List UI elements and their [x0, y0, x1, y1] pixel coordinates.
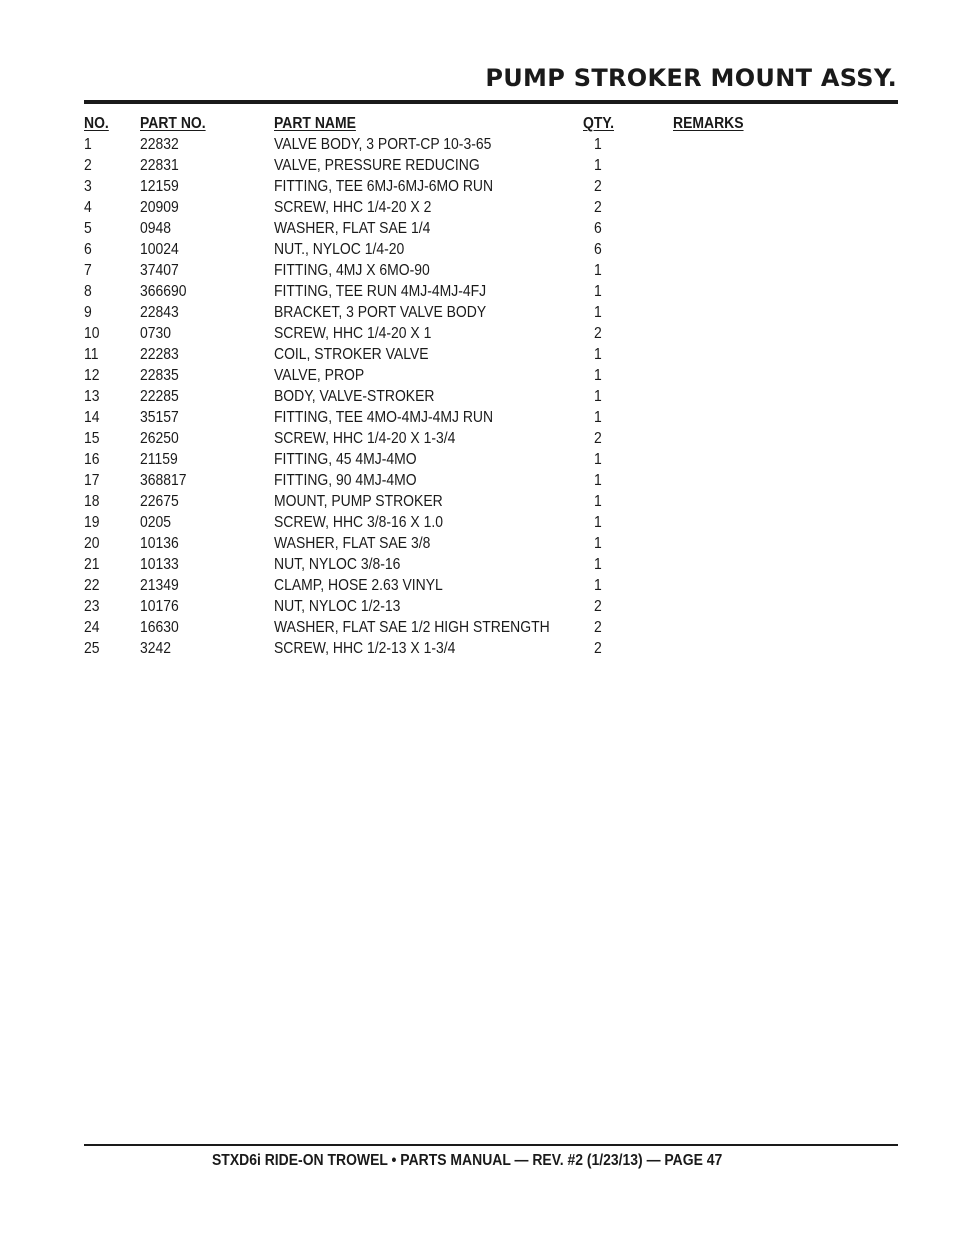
table-row	[84, 575, 898, 596]
cell-qty: 6	[594, 241, 602, 258]
cell-no: 9	[84, 304, 92, 321]
cell-part-no: 12159	[140, 178, 179, 195]
cell-part-name: COIL, STROKER VALVE	[274, 346, 429, 363]
cell-part-name: FITTING, TEE 4MO-4MJ-4MJ RUN	[274, 409, 494, 426]
table-row	[84, 344, 898, 365]
cell-part-no: 21349	[140, 577, 179, 594]
cell-no: 17	[84, 472, 100, 489]
cell-no: 20	[84, 535, 100, 552]
cell-part-name: NUT., NYLOC 1/4-20	[274, 241, 405, 258]
cell-qty: 1	[594, 262, 602, 279]
cell-part-name: CLAMP, HOSE 2.63 VINYL	[274, 577, 443, 594]
table-row	[84, 491, 898, 512]
table-row	[84, 554, 898, 575]
cell-part-no: 26250	[140, 430, 179, 447]
cell-qty: 1	[594, 472, 602, 489]
cell-part-name: WASHER, FLAT SAE 1/4	[274, 220, 431, 237]
cell-qty: 1	[594, 367, 602, 384]
cell-no: 24	[84, 619, 100, 636]
table-row	[84, 428, 898, 449]
cell-part-name: NUT, NYLOC 1/2-13	[274, 598, 401, 615]
cell-no: 21	[84, 556, 100, 573]
cell-part-name: SCREW, HHC 1/2-13 X 1-3/4	[274, 640, 456, 657]
cell-part-name: FITTING, TEE RUN 4MJ-4MJ-4FJ	[274, 283, 487, 300]
cell-part-no: 22832	[140, 136, 179, 153]
table-row	[84, 533, 898, 554]
header-remarks: REMARKS	[673, 115, 744, 132]
table-row	[84, 449, 898, 470]
cell-qty: 2	[594, 430, 602, 447]
cell-qty: 1	[594, 388, 602, 405]
table-row	[84, 134, 898, 155]
footer-rule	[84, 1144, 898, 1146]
cell-no: 14	[84, 409, 100, 426]
cell-qty: 1	[594, 451, 602, 468]
cell-no: 18	[84, 493, 100, 510]
table-row	[84, 239, 898, 260]
cell-part-name: VALVE BODY, 3 PORT-CP 10-3-65	[274, 136, 492, 153]
cell-no: 5	[84, 220, 92, 237]
cell-part-no: 368817	[140, 472, 187, 489]
cell-part-no: 10176	[140, 598, 179, 615]
cell-qty: 1	[594, 157, 602, 174]
header-no: NO.	[84, 115, 109, 132]
table-row	[84, 407, 898, 428]
table-row	[84, 197, 898, 218]
table-row	[84, 386, 898, 407]
table-row	[84, 281, 898, 302]
title-rule	[84, 100, 898, 104]
table-header-row	[84, 113, 898, 134]
page-title: PUMP STROKER MOUNT ASSY.	[485, 64, 897, 92]
header-part-name: PART NAME	[274, 115, 356, 132]
cell-part-name: WASHER, FLAT SAE 1/2 HIGH STRENGTH	[274, 619, 550, 636]
cell-no: 3	[84, 178, 92, 195]
cell-qty: 2	[594, 619, 602, 636]
cell-no: 25	[84, 640, 100, 657]
cell-part-name: FITTING, 45 4MJ-4MO	[274, 451, 417, 468]
cell-qty: 1	[594, 577, 602, 594]
cell-part-no: 22675	[140, 493, 179, 510]
cell-no: 4	[84, 199, 92, 216]
cell-part-no: 366690	[140, 283, 187, 300]
table-row	[84, 512, 898, 533]
cell-qty: 1	[594, 409, 602, 426]
cell-no: 13	[84, 388, 100, 405]
cell-no: 1	[84, 136, 92, 153]
cell-part-no: 0205	[140, 514, 172, 531]
cell-part-name: WASHER, FLAT SAE 3/8	[274, 535, 431, 552]
cell-part-name: VALVE, PRESSURE REDUCING	[274, 157, 480, 174]
table-row	[84, 638, 898, 659]
cell-no: 7	[84, 262, 92, 279]
cell-no: 6	[84, 241, 92, 258]
cell-part-no: 10136	[140, 535, 179, 552]
table-row	[84, 617, 898, 638]
cell-qty: 1	[594, 493, 602, 510]
cell-no: 15	[84, 430, 100, 447]
cell-no: 8	[84, 283, 92, 300]
cell-part-no: 22835	[140, 367, 179, 384]
parts-table	[84, 113, 898, 659]
cell-no: 22	[84, 577, 100, 594]
cell-part-no: 16630	[140, 619, 179, 636]
cell-part-no: 10024	[140, 241, 179, 258]
cell-part-no: 10133	[140, 556, 179, 573]
cell-qty: 1	[594, 514, 602, 531]
table-row	[84, 260, 898, 281]
table-row	[84, 470, 898, 491]
table-row	[84, 365, 898, 386]
cell-no: 23	[84, 598, 100, 615]
cell-part-name: BODY, VALVE-STROKER	[274, 388, 435, 405]
cell-part-name: VALVE, PROP	[274, 367, 365, 384]
cell-part-no: 22843	[140, 304, 179, 321]
table-row	[84, 218, 898, 239]
header-part-no: PART NO.	[140, 115, 206, 132]
page-footer: STXD6i RIDE-ON TROWEL • PARTS MANUAL — REV. #2 (1/23/13) — PAGE 47	[212, 1152, 723, 1169]
cell-part-no: 0730	[140, 325, 172, 342]
cell-qty: 2	[594, 325, 602, 342]
table-row	[84, 176, 898, 197]
cell-no: 11	[84, 346, 99, 363]
cell-part-name: SCREW, HHC 1/4-20 X 2	[274, 199, 432, 216]
cell-part-name: NUT, NYLOC 3/8-16	[274, 556, 401, 573]
cell-qty: 1	[594, 556, 602, 573]
table-body	[84, 134, 898, 659]
cell-part-no: 35157	[140, 409, 179, 426]
cell-no: 19	[84, 514, 100, 531]
cell-part-name: SCREW, HHC 3/8-16 X 1.0	[274, 514, 444, 531]
cell-part-no: 37407	[140, 262, 179, 279]
cell-part-name: MOUNT, PUMP STROKER	[274, 493, 443, 510]
cell-qty: 2	[594, 199, 602, 216]
header-qty: QTY.	[583, 115, 615, 132]
cell-qty: 1	[594, 304, 602, 321]
cell-qty: 2	[594, 178, 602, 195]
cell-part-no: 20909	[140, 199, 179, 216]
cell-part-no: 22283	[140, 346, 179, 363]
cell-part-name: BRACKET, 3 PORT VALVE BODY	[274, 304, 487, 321]
cell-no: 2	[84, 157, 92, 174]
cell-part-no: 3242	[140, 640, 172, 657]
cell-part-name: SCREW, HHC 1/4-20 X 1	[274, 325, 432, 342]
cell-part-no: 21159	[140, 451, 178, 468]
cell-no: 12	[84, 367, 100, 384]
cell-no: 10	[84, 325, 100, 342]
cell-part-no: 0948	[140, 220, 172, 237]
cell-qty: 6	[594, 220, 602, 237]
table-row	[84, 302, 898, 323]
cell-part-name: SCREW, HHC 1/4-20 X 1-3/4	[274, 430, 456, 447]
cell-qty: 2	[594, 640, 602, 657]
table-row	[84, 155, 898, 176]
cell-part-name: FITTING, 90 4MJ-4MO	[274, 472, 417, 489]
cell-qty: 1	[594, 346, 602, 363]
cell-part-name: FITTING, 4MJ X 6MO-90	[274, 262, 430, 279]
cell-part-no: 22285	[140, 388, 179, 405]
cell-qty: 1	[594, 136, 602, 153]
cell-qty: 1	[594, 535, 602, 552]
cell-no: 16	[84, 451, 100, 468]
table-row	[84, 596, 898, 617]
cell-qty: 1	[594, 283, 602, 300]
cell-part-name: FITTING, TEE 6MJ-6MJ-6MO RUN	[274, 178, 494, 195]
cell-qty: 2	[594, 598, 602, 615]
table-row	[84, 323, 898, 344]
cell-part-no: 22831	[140, 157, 179, 174]
